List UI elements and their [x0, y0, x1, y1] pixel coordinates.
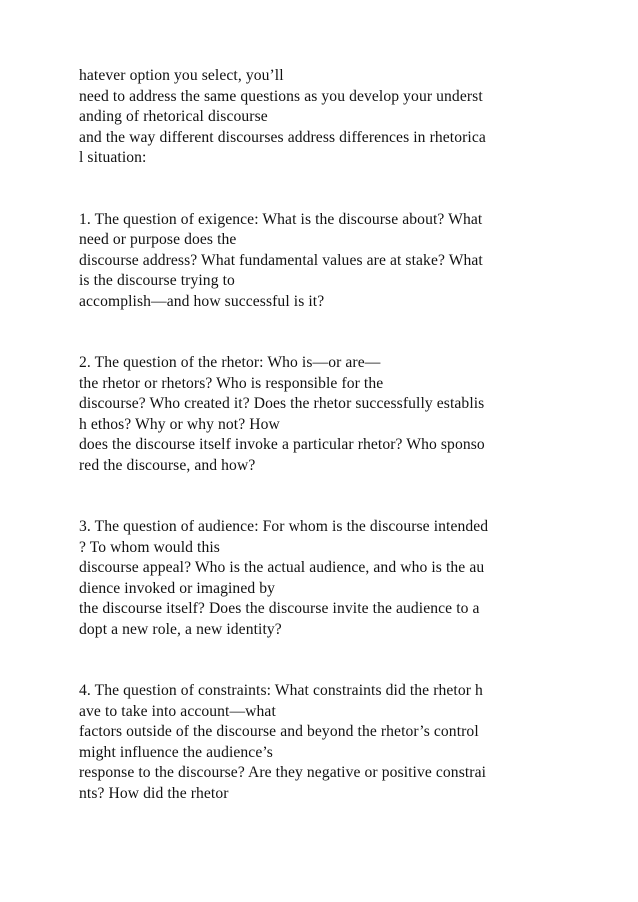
text-line: accomplish—and how successful is it? — [79, 292, 325, 310]
question-rhetor-paragraph — [79, 353, 579, 476]
paragraph-spacer — [79, 312, 579, 353]
text-line: need or purpose does the — [79, 231, 237, 248]
text-line: 3. The question of audience: For whom is the discourse intended — [79, 518, 489, 535]
text-line: anding of rhetorical discourse — [79, 108, 268, 125]
question-audience-paragraph — [79, 517, 579, 640]
text-line: and the way different discourses address differences in rhetorica — [79, 128, 486, 146]
text-line: dience invoked or imagined by — [79, 579, 276, 597]
question-constraints-paragraph — [79, 681, 579, 804]
text-line: h ethos? Why or why not? How — [79, 415, 280, 433]
text-line: discourse address? What fundamental values are at stake? What — [79, 251, 483, 269]
text-line: the rhetor or rhetors? Who is responsible for the — [79, 374, 384, 392]
text-line: hatever option you select, you’ll — [79, 67, 284, 84]
text-line: l situation: — [79, 149, 147, 166]
text-line: discourse? Who created it? Does the rhetor successfully establis — [79, 395, 485, 412]
text-line: is the discourse trying to — [79, 272, 235, 289]
text-line: might influence the audience’s — [79, 743, 273, 761]
text-line: the discourse itself? Does the discourse invite the audience to a — [79, 600, 480, 617]
text-line: 2. The question of the rhetor: Who is—or are— — [79, 354, 381, 371]
question-exigence-paragraph — [79, 210, 579, 313]
paragraph-spacer — [79, 640, 579, 681]
text-line: ? To whom would this — [79, 538, 220, 556]
text-line: ave to take into account—what — [79, 702, 276, 720]
paragraph-spacer — [79, 169, 579, 210]
text-line: need to address the same questions as you develop your underst — [79, 87, 483, 105]
text-line: nts? How did the rhetor — [79, 784, 229, 802]
text-line: discourse appeal? Who is the actual audience, and who is the au — [79, 559, 485, 576]
intro-paragraph — [79, 66, 579, 169]
text-line: 1. The question of exigence: What is the discourse about? What — [79, 210, 483, 228]
text-line: factors outside of the discourse and beyond the rhetor’s control — [79, 723, 479, 740]
text-line: 4. The question of constraints: What constraints did the rhetor h — [79, 682, 483, 699]
text-line: does the discourse itself invoke a particular rhetor? Who sponso — [79, 436, 485, 453]
document-body — [79, 66, 579, 804]
text-line: red the discourse, and how? — [79, 456, 256, 474]
text-line: response to the discourse? Are they negative or positive constrai — [79, 764, 487, 781]
text-line: dopt a new role, a new identity? — [79, 620, 282, 638]
paragraph-spacer — [79, 476, 579, 517]
